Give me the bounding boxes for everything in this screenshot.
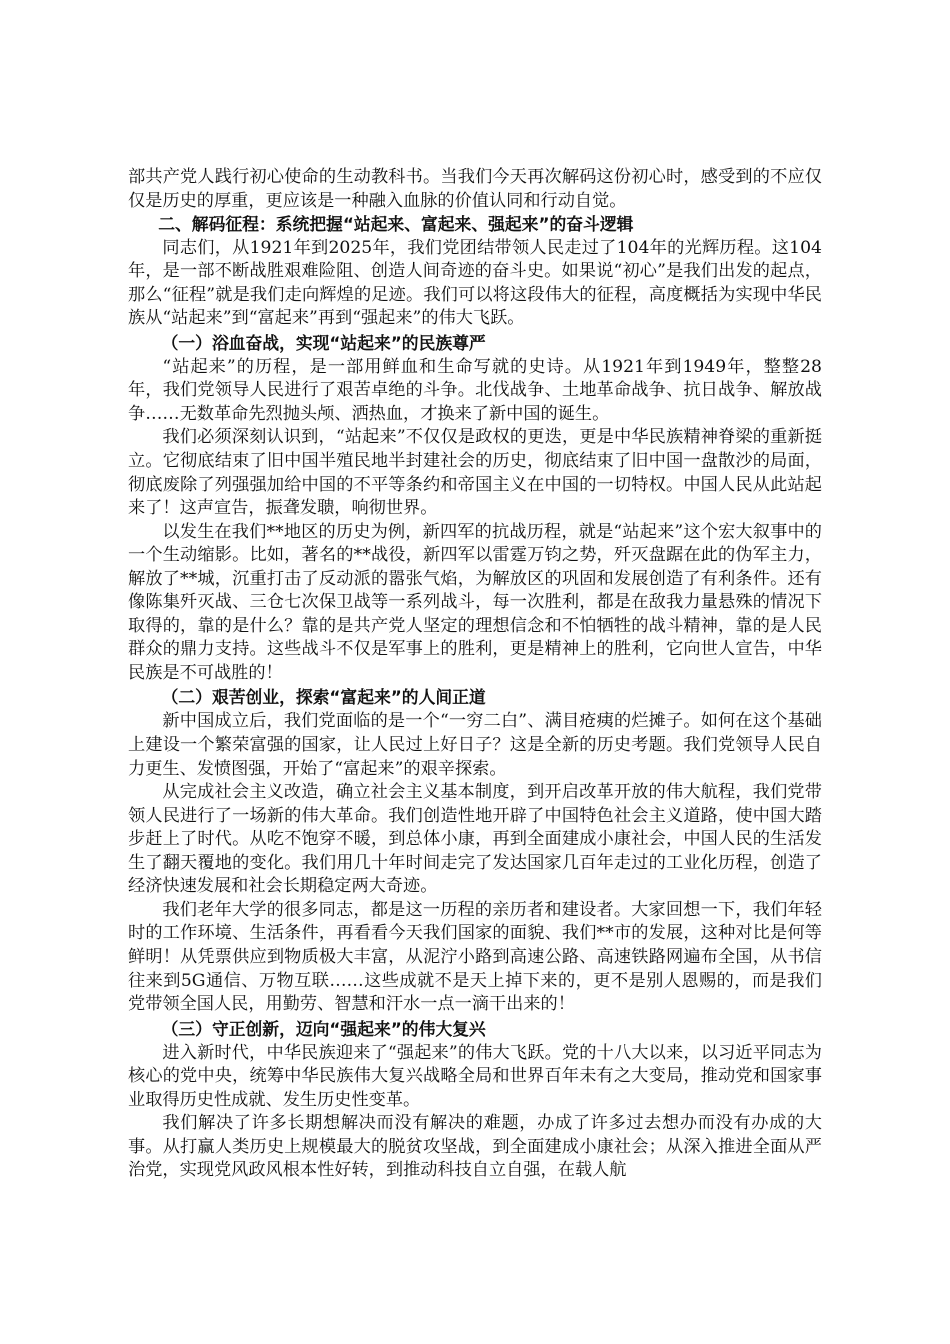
paragraph: 以发生在我们**地区的历史为例，新四军的抗战历程，就是“站起来”这个宏大叙事中的一个生动缩影。比如，著名的**战役，新四军以雷霆万钧之势，歼灭盘踞在此的伪军主力，解放了**城，沉重打击了反动派的嚣张气焰，为解放区的巩固和发展创造了有利条件。还有像陈集歼灭战、三仓七次保卫战等一系列战斗，每一次胜利，都是在敌我力量悬殊的情况下取得的，靠的是什么？靠的是共产党人坚定的理想信念和不怕牺牲的战斗精神，靠的是人民群众的鼎力支持。这些战斗不仅是军事上的胜利，更是精神上的胜利，它向世人宣告，中华民族是不可战胜的！	[128, 521, 822, 683]
paragraph: 同志们，从1921年到2025年，我们党团结带领人民走过了104年的光辉历程。这104年，是一部不断战胜艰难险阻、创造人间奇迹的奋斗史。如果说“初心”是我们出发的起点，那么“征程”就是我们走向辉煌的足迹。我们可以将这段伟大的征程，高度概括为实现中华民族从“站起来”到“富起来”再到“强起来”的伟大飞跃。	[128, 237, 822, 329]
section-heading-2: 二、解码征程：系统把握“站起来、富起来、强起来”的奋斗逻辑	[158, 214, 634, 235]
paragraph: 进入新时代，中华民族迎来了“强起来”的伟大飞跃。党的十八大以来，以习近平同志为核心的党中央，统筹中华民族伟大复兴战略全局和世界百年未有之大变局，推动党和国家事业取得历史性成就、发生历史性变革。	[128, 1042, 822, 1110]
subsection-heading-3: （三）守正创新，迈向“强起来”的伟大复兴	[161, 1018, 486, 1039]
paragraph: 新中国成立后，我们党面临的是一个“一穷二白”、满目疮痍的烂摊子。如何在这个基础上建设一个繁荣富强的国家，让人民过上好日子？这是全新的历史考题。我们党领导人民自力更生、发愤图强，开始了“富起来”的艰辛探索。	[128, 711, 822, 779]
subsection-heading-2: （二）艰苦创业，探索“富起来”的人间正道	[161, 687, 486, 708]
subsection-heading-1: （一）浴血奋战，实现“站起来”的民族尊严	[161, 332, 486, 353]
paragraph: 我们老年大学的很多同志，都是这一历程的亲历者和建设者。大家回想一下，我们年轻时的工作环境、生活条件，再看看今天我们国家的面貌、我们**市的发展，这种对比是何等鲜明！从凭票供应到物质极大丰富，从泥泞小路到高速公路、高速铁路网遍布全国，从书信往来到5G通信、万物互联……这些成就不是天上掉下来的，更不是别人恩赐的，而是我们党带领全国人民，用勤劳、智慧和汗水一点一滴干出来的！	[128, 899, 822, 1015]
document-body	[128, 166, 822, 1183]
paragraph-continued: 部共产党人践行初心使命的生动教科书。当我们今天再次解码这份初心时，感受到的不应仅仅是历史的厚重，更应该是一种融入血脉的价值认同和行动自觉。	[128, 167, 822, 211]
paragraph: “站起来”的历程，是一部用鲜血和生命写就的史诗。从1921年到1949年，整整28年，我们党领导人民进行了艰苦卓绝的斗争。北伐战争、土地革命战争、抗日战争、解放战争……无数革命先烈抛头颅、洒热血，才换来了新中国的诞生。	[128, 356, 822, 424]
paragraph: 从完成社会主义改造，确立社会主义基本制度，到开启改革开放的伟大航程，我们党带领人民进行了一场新的伟大革命。我们创造性地开辟了中国特色社会主义道路，使中国大踏步赶上了时代。从吃不饱穿不暖，到总体小康，再到全面建成小康社会，中国人民的生活发生了翻天覆地的变化。我们用几十年时间走完了发达国家几百年走过的工业化历程，创造了经济快速发展和社会长期稳定两大奇迹。	[128, 782, 822, 897]
paragraph: 我们解决了许多长期想解决而没有解决的难题，办成了许多过去想办而没有办成的大事。从打赢人类历史上规模最大的脱贫攻坚战，到全面建成小康社会；从深入推进全面从严治党，实现党风政风根本性好转，到推动科技自立自强，在载人航	[128, 1113, 822, 1181]
paragraph: 我们必须深刻认识到，“站起来”不仅仅是政权的更迭，更是中华民族精神脊梁的重新挺立。它彻底结束了旧中国半殖民地半封建社会的历史，彻底结束了旧中国一盘散沙的局面，彻底废除了列强强加给中国的不平等条约和帝国主义在中国的一切特权。中国人民从此站起来了！这声宣告，振聋发聩，响彻世界。	[128, 427, 822, 519]
